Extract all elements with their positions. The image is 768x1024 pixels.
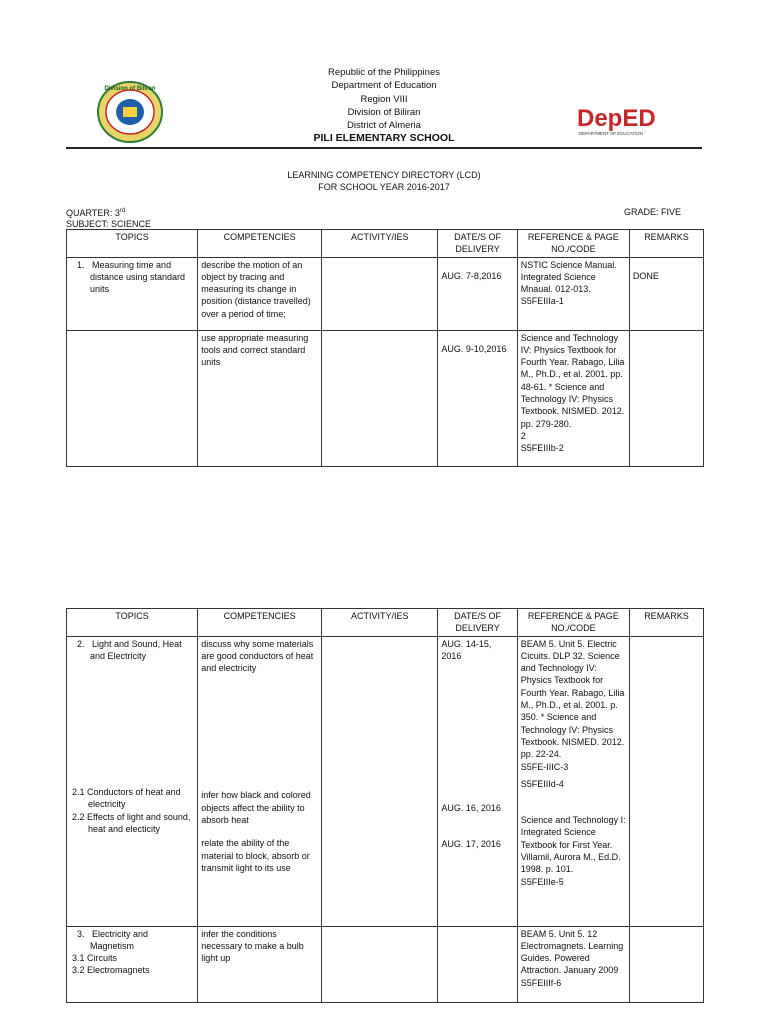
- col-header: DATE/S OF DELIVERY: [438, 609, 517, 637]
- date-cell: AUG. 9-10,2016: [438, 330, 517, 466]
- col-header: DATE/S OF DELIVERY: [438, 230, 517, 258]
- quarter-sup: rd: [119, 208, 126, 214]
- remarks-cell: DONE: [629, 257, 703, 330]
- table-row: [67, 330, 704, 466]
- reference-cell: [517, 330, 629, 466]
- competency-cell: [198, 636, 322, 926]
- col-header: COMPETENCIES: [198, 609, 322, 637]
- code-text: S5FE-IIIC-3: [520, 761, 569, 772]
- table-row: [67, 926, 704, 1002]
- table-header-row: [67, 230, 704, 258]
- letterhead-line: District of Almeria: [347, 120, 421, 132]
- grade-label: GRADE: FIVE: [624, 207, 682, 217]
- school-name: PILI ELEMENTARY SCHOOL: [313, 132, 455, 145]
- table-row: [67, 636, 704, 926]
- subtopic-text: Effects of light and sound, heat and electicity: [87, 811, 191, 835]
- letterhead-line: Division of Biliran: [347, 106, 421, 118]
- activity-cell: [322, 926, 438, 1002]
- col-header: REFERENCE & PAGE NO./CODE: [517, 230, 629, 258]
- document-title: [0, 169, 768, 193]
- col-header: REMARKS: [629, 230, 703, 258]
- remarks-cell: [629, 330, 703, 466]
- deped-subtext: DEPARTMENT OF EDUCATION: [579, 131, 643, 136]
- competency-table-1: [66, 229, 704, 467]
- topic-cell: 1. Measuring time and distance using standard units: [67, 257, 198, 330]
- subtopic-text: Circuits: [87, 953, 118, 964]
- activity-cell: [322, 257, 438, 330]
- reference-text: Science and Technology IV: Physics Textbook for Fourth Year. Rabago, Lilia M., Ph.D., et al. 2001. pp. 48-61. * Science and Technology IV: Physics Textbook. NISMED. 2012. pp. 279-280.: [520, 332, 625, 429]
- competency-cell: infer the conditions necessary to make a bulb light up: [198, 926, 322, 1002]
- code-text: S5FEIIIe-5: [520, 876, 564, 887]
- col-header: TOPICS: [67, 609, 198, 637]
- topic-cell: 3. Electricity and Magnetism 3.1 Circuits 3.2 Electromagnets: [67, 926, 198, 1002]
- table-row: [67, 257, 704, 330]
- topic-cell: 2. Light and Sound, Heat and Electricity 2.1 Conductors of heat and electricity 2.2 Effects of light and sound, heat and electicity: [67, 636, 198, 926]
- quarter-label: QUARTER: 3rd: [66, 208, 126, 218]
- deped-logo-text: DepED: [577, 105, 656, 132]
- table-header-row: [67, 609, 704, 637]
- col-header: ACTIVITY/IES: [322, 609, 438, 637]
- reference-cell: [517, 926, 629, 1002]
- subtopic-text: Electromagnets: [87, 965, 150, 976]
- remarks-cell: [629, 926, 703, 1002]
- reference-cell: [517, 257, 629, 330]
- code-text: S5FEIIId-4: [520, 778, 564, 789]
- letterhead-line: Republic of the Philippines: [328, 67, 440, 78]
- col-header: COMPETENCIES: [198, 230, 322, 258]
- date-cell: [438, 926, 517, 1002]
- activity-cell: [322, 636, 438, 926]
- topic-text: Measuring time and distance using standard units: [90, 259, 186, 295]
- competency-table-2: [66, 608, 704, 1003]
- seal-text: Division of Biliran: [104, 86, 156, 92]
- competency-text: infer how black and colored objects affect the ability to absorb heat: [201, 790, 311, 826]
- competency-text: relate the ability of the material to block, absorb or transmit light to its use: [201, 838, 310, 873]
- code-text: S5FEIIIb-2: [520, 443, 564, 454]
- competency-cell: use appropriate measuring tools and correct standard units: [198, 330, 322, 466]
- col-header: TOPICS: [67, 230, 198, 258]
- reference-text: BEAM 5. Unit 5. 12 Electromagnets. Learning Guides. Powered Attraction. January 2009: [520, 928, 624, 976]
- topic-cell: [67, 330, 198, 466]
- title-line: LEARNING COMPETENCY DIRECTORY (LCD): [287, 170, 481, 180]
- remarks-cell: [629, 636, 703, 926]
- letterhead-line: Department of Education: [331, 80, 437, 92]
- letterhead-line: Region VIII: [360, 93, 408, 105]
- date-cell: AUG. 7-8,2016: [438, 257, 517, 330]
- topic-text: Electricity and Magnetism: [90, 928, 149, 951]
- reference-text: BEAM 5. Unit 5. Electric Cicuits. DLP 32. Science and Technology IV: Physics Textbook for Fourth Year. Rabago, Lilia M., Ph.D., et al. 2001. p. 350. * Science and Technology IV: Physics Textbook. NISMED. 2012. pp. 22-24.: [520, 638, 625, 760]
- competency-cell: describe the motion of an object by tracing and measuring its change in position (distance travelled) over a period of time;: [198, 257, 322, 330]
- competency-text: discuss why some materials are good conductors of heat and electricity: [201, 638, 314, 674]
- header-divider: [66, 147, 702, 149]
- reference-text: NSTIC Science Manual. Integrated Science Mnaual. 012-013.: [520, 259, 617, 295]
- activity-cell: [322, 330, 438, 466]
- date-cell: AUG. 14-15, 2016 AUG. 16, 2016 AUG. 17, 2016: [438, 636, 517, 926]
- col-header: ACTIVITY/IES: [322, 230, 438, 258]
- reference-cell: [517, 636, 629, 926]
- title-line: FOR SCHOOL YEAR 2016-2017: [318, 182, 450, 192]
- letterhead: [0, 66, 768, 146]
- col-header: REMARKS: [629, 609, 703, 637]
- topic-text: Light and Sound, Heat and Electricity: [90, 638, 182, 661]
- reference-text: Science and Technology I: Integrated Science Textbook for First Year. Villamil, Aurora M., Ed.D. 1998. p. 101.: [520, 815, 626, 875]
- code-text: S5FEIIIf-6: [520, 977, 562, 988]
- reference-number: 2: [520, 430, 526, 441]
- code-text: S5FEIIIa-1: [520, 296, 564, 307]
- subject-label: SUBJECT: SCIENCE: [66, 219, 152, 229]
- subtopic-text: Conductors of heat and electricity: [87, 787, 181, 810]
- col-header: REFERENCE & PAGE NO./CODE: [517, 609, 629, 637]
